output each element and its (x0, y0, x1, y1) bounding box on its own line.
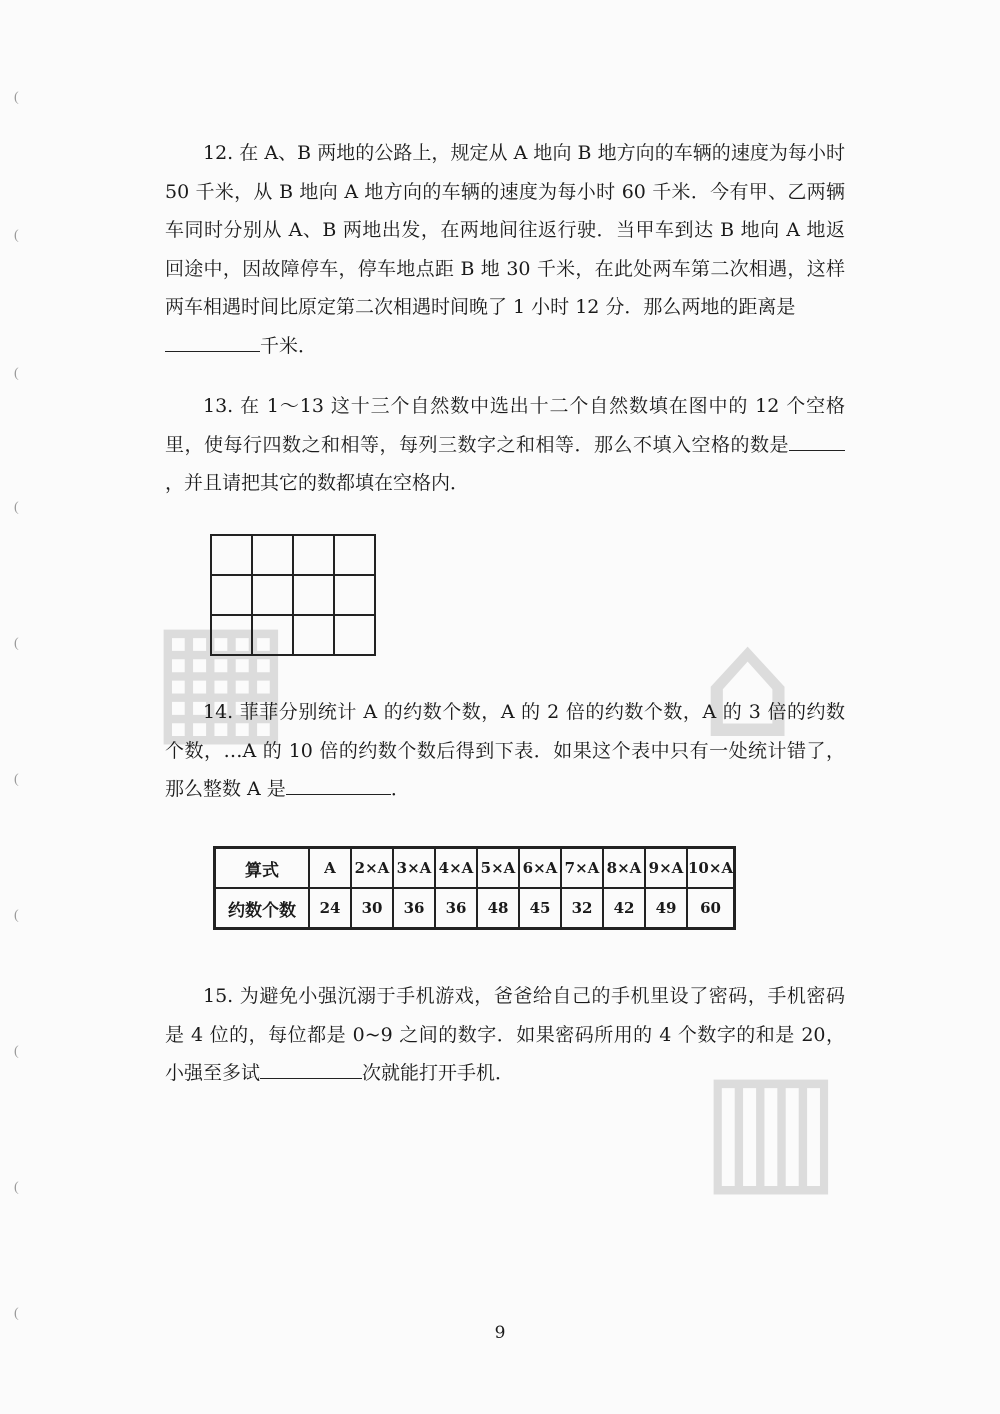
problem-14 (165, 693, 845, 809)
grid-cell[interactable] (211, 535, 252, 575)
binder-hole: ( (14, 366, 19, 381)
problem-13-text: 13. 在 1～13 这十三个自然数中选出十二个自然数填在图中的 12 个空格里，使每行四数之和相等，每列三数字之和相等．那么不填入空格的数是 (165, 395, 845, 456)
answer-blank-15[interactable] (260, 1054, 362, 1079)
problem-15-text: 15. 为避免小强沉溺于手机游戏，爸爸给自己的手机里设了密码，手机密码是 4 位的，每位都是 0~9 之间的数字．如果密码所用的 4 个数字的和是 20，小强至多试 (165, 985, 845, 1084)
grid-cell[interactable] (293, 575, 334, 615)
problem-13-suffix: ，并且请把其它的数都填在空格内． (165, 472, 470, 494)
binder-hole: ( (14, 90, 19, 105)
answer-blank-12[interactable] (165, 327, 260, 352)
grid-cell[interactable] (252, 575, 293, 615)
row-header-count: 约数个数 (215, 888, 310, 929)
grid-cell[interactable] (293, 615, 334, 655)
binder-hole: ( (14, 636, 19, 651)
page-number: 9 (494, 1323, 506, 1343)
table-row-counts (215, 888, 735, 929)
expression-cell: 10×A (687, 848, 735, 889)
binder-hole: ( (14, 228, 19, 243)
problem-13 (165, 387, 845, 503)
count-cell: 45 (519, 888, 561, 929)
divisor-count-table (213, 846, 736, 930)
row-header-expression: 算式 (215, 848, 310, 889)
grid-row (211, 535, 375, 575)
binder-hole: ( (14, 1306, 19, 1321)
expression-cell: 6×A (519, 848, 561, 889)
answer-blank-13[interactable] (789, 426, 845, 451)
problem-12-suffix: 千米． (260, 334, 318, 357)
expression-cell: 3×A (393, 848, 435, 889)
expression-cell: 4×A (435, 848, 477, 889)
table-row-expressions (215, 848, 735, 889)
problem-12-text: 12. 在 A、B 两地的公路上，规定从 A 地向 B 地方向的车辆的速度为每小时 50 千米，从 B 地向 A 地方向的车辆的速度为每小时 60 千米．今有甲、乙两辆车同时分别从 A、B 两地出发，在两地间往返行驶．当甲车到达 B 地向 A 地返回途中，因故障停车，停车地点距 B 地 30 千米，在此处两车第二次相遇，这样两车相遇时间比原定第二次相遇时间晚了 1 小时 12 分．那么两地的距离是 (165, 142, 845, 318)
expression-cell: 9×A (645, 848, 687, 889)
count-cell: 49 (645, 888, 687, 929)
problem-14-text: 14. 菲菲分别统计 A 的约数个数，A 的 2 倍的约数个数，A 的 3 倍的约数个数，…A 的 10 倍的约数个数后得到下表．如果这个表中只有一处统计错了，那么整数 A 是 (165, 701, 845, 800)
binder-hole: ( (14, 908, 19, 923)
grid-cell[interactable] (334, 535, 375, 575)
problem-15 (165, 977, 845, 1093)
problem-14-suffix: ． (390, 778, 410, 800)
grid-cell[interactable] (252, 535, 293, 575)
binder-hole: ( (14, 772, 19, 787)
expression-cell: 2×A (351, 848, 393, 889)
count-cell: 36 (393, 888, 435, 929)
expression-cell: 8×A (603, 848, 645, 889)
grid-row (211, 575, 375, 615)
grid-cell[interactable] (334, 575, 375, 615)
count-cell: 30 (351, 888, 393, 929)
binder-hole: ( (14, 1180, 19, 1195)
grid-cell[interactable] (211, 615, 252, 655)
number-grid (210, 534, 376, 656)
count-cell: 32 (561, 888, 603, 929)
count-cell: 48 (477, 888, 519, 929)
count-cell: 42 (603, 888, 645, 929)
expression-cell: 5×A (477, 848, 519, 889)
answer-blank-14[interactable] (286, 770, 391, 795)
expression-cell: 7×A (561, 848, 603, 889)
count-cell: 24 (309, 888, 351, 929)
binder-hole: ( (14, 500, 19, 515)
watermark-glyph: ⌂ (700, 598, 796, 772)
count-cell: 60 (687, 888, 735, 929)
binder-hole: ( (14, 1044, 19, 1059)
grid-row (211, 615, 375, 655)
expression-cell: A (309, 848, 351, 889)
count-cell: 36 (435, 888, 477, 929)
grid-cell[interactable] (334, 615, 375, 655)
problem-15-suffix: 次就能打开手机． (362, 1062, 515, 1084)
watermark-glyph: ▦ (150, 588, 292, 762)
grid-cell[interactable] (293, 535, 334, 575)
grid-cell[interactable] (211, 575, 252, 615)
watermark-glyph: ▥ (700, 1038, 842, 1212)
problem-12 (165, 134, 845, 365)
grid-cell[interactable] (252, 615, 293, 655)
